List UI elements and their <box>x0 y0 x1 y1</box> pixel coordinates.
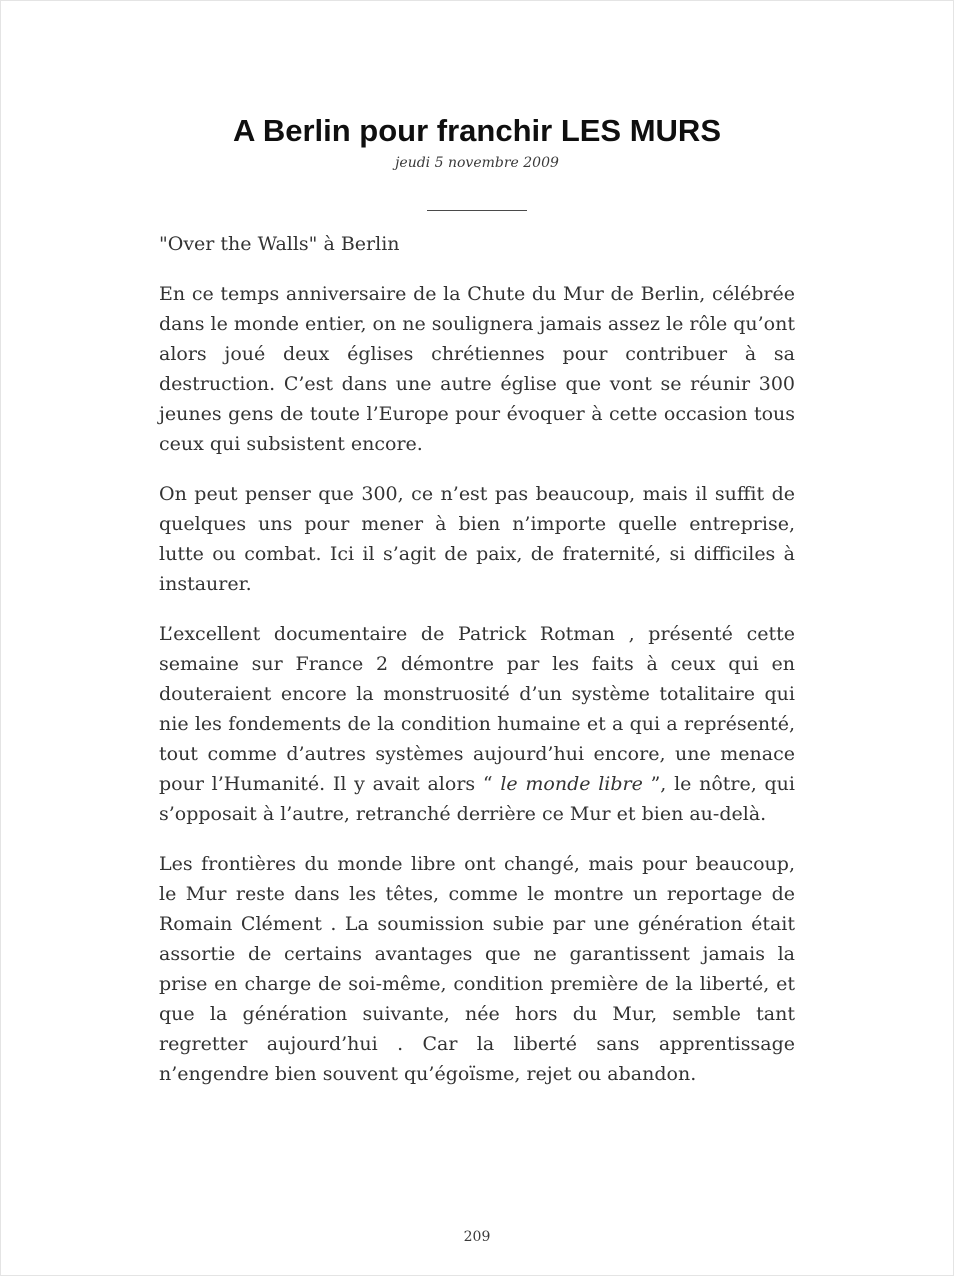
paragraph-3 <box>159 619 795 829</box>
italic-phrase: le monde libre <box>500 773 643 795</box>
paragraph-3-text-after: ”, le nôtre, qui s’opposait à l’autre, retranché derrière ce Mur et bien au-delà. <box>159 773 795 825</box>
paragraph-2: On peut penser que 300, ce n’est pas beaucoup, mais il suffit de quelques uns pour mener à bien n’importe quelle entreprise, lutte ou combat. Ici il s’agit de paix, de fraternité, si difficiles à instaurer. <box>159 483 795 595</box>
document-content <box>159 1 795 1089</box>
paragraph-4: Les frontières du monde libre ont changé, mais pour beaucoup, le Mur reste dans les têtes, comme le montre un reportage de Romain Clément . La soumission subie par une génération était assortie de certains avantages que ne garantissent jamais la prise en charge de soi-même, condition première de la liberté, et que la génération suivante, née hors du Mur, semble tant regretter aujourd’hui . Car la liberté sans apprentissage n’engendre bien souvent qu’égoïsme, rejet ou abandon. <box>159 853 795 1085</box>
date-line: jeudi 5 novembre 2009 <box>395 155 559 171</box>
section-divider <box>427 210 527 211</box>
paragraph-1: En ce temps anniversaire de la Chute du Mur de Berlin, célébrée dans le monde entier, on ne soulignera jamais assez le rôle qu’ont alors joué deux églises chrétiennes pour contribuer à sa destruction. C’est dans une autre église que vont se réunir 300 jeunes gens de toute l’Europe pour évoquer à cette occasion tous ceux qui subsistent encore. <box>159 283 795 455</box>
paragraph-3-text-before: L’excellent documentaire de Patrick Rotman , présenté cette semaine sur France 2 démontre par les faits à ceux qui en douteraient encore la monstruosité d’un système totalitaire qui nie les fondements de la condition humaine et a qui a représenté, tout comme d’autres systèmes aujourd’hui encore, une menace pour l’Humanité. Il y avait alors “ <box>159 623 795 795</box>
page-title: A Berlin pour franchir LES MURS <box>232 113 721 148</box>
intro-line: "Over the Walls" à Berlin <box>159 233 400 255</box>
page-number: 209 <box>463 1229 491 1245</box>
